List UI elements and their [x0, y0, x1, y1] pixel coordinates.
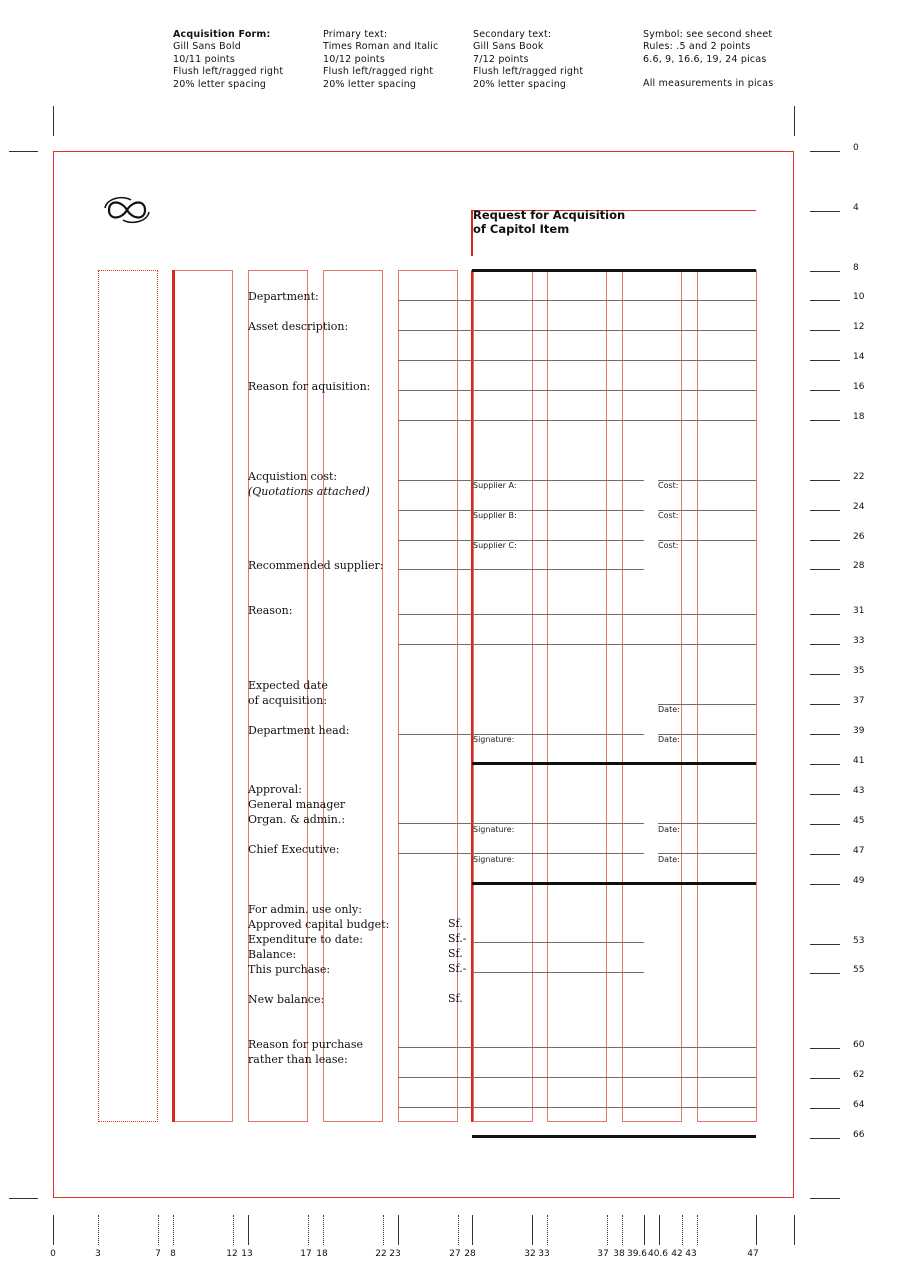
ruler-tick: [622, 1215, 623, 1245]
label-new-balance: New balance:: [248, 993, 325, 1006]
ruler-label: 37: [853, 696, 865, 706]
ruler-tick: [810, 390, 840, 391]
ruler-label: 39.6: [626, 1249, 648, 1259]
label-expenditure: Expenditure to date:: [248, 933, 363, 946]
label-expected-date: of acquisition:: [248, 694, 328, 707]
ruler-label: 62: [853, 1070, 865, 1080]
ruler-tick: [323, 1215, 324, 1245]
label-purchase-reason: Reason for purchase: [248, 1038, 363, 1051]
expenditure-field[interactable]: [472, 942, 644, 943]
ruler-label: 47: [853, 846, 865, 856]
ruler-tick: [158, 1215, 159, 1245]
ruler-tick: [810, 1138, 840, 1139]
organ-admin-signature-field[interactable]: [398, 823, 644, 824]
asset-description-field[interactable]: [398, 360, 756, 361]
ruler-label: 24: [853, 502, 865, 512]
currency-marker: Sf.: [448, 917, 463, 930]
grid-column: [547, 270, 607, 1122]
ruler-tick: [756, 1215, 757, 1245]
ruler-label: 10: [853, 292, 865, 302]
ruler-label: 33: [538, 1249, 550, 1259]
ruler-tick: [98, 1215, 99, 1245]
heavy-rule: [472, 269, 756, 272]
ruler-tick: [547, 1215, 548, 1245]
ruler-tick: [810, 420, 840, 421]
spec-block-primary-text: [323, 29, 473, 91]
ruler-tick: [810, 764, 840, 765]
supplier-b-field[interactable]: [398, 510, 644, 511]
label-quotations: (Quotations attached): [248, 485, 370, 498]
ruler-label: 43: [853, 786, 865, 796]
ruler-tick: [810, 151, 840, 152]
ruler-tick: [233, 1215, 234, 1245]
ruler-tick: [659, 1215, 660, 1245]
reason-field[interactable]: [398, 644, 756, 645]
ruler-label: 22: [375, 1249, 387, 1259]
label-date: Date:: [658, 855, 680, 864]
ruler-tick: [810, 944, 840, 945]
ruler-tick: [308, 1215, 309, 1245]
spec-heading: Secondary text:: [473, 29, 552, 40]
spec-line: Flush left/ragged right: [473, 66, 584, 78]
ruler-label: 38: [613, 1249, 625, 1259]
spec-block-secondary-text: [473, 29, 623, 91]
crop-mark: [810, 1198, 840, 1199]
ruler-tick: [810, 824, 840, 825]
spec-line: 7/12 points: [473, 53, 529, 65]
label-organ-admin: Organ. & admin.:: [248, 813, 346, 826]
spec-line: 20% letter spacing: [473, 78, 567, 90]
label-acquisition-cost: Acquistion cost:: [248, 470, 338, 483]
crop-mark: [53, 106, 54, 136]
label-general-manager: General manager: [248, 798, 346, 811]
ruler-label: 31: [853, 606, 865, 616]
spec-line: All measurements in picas: [643, 78, 774, 90]
ruler-label: 8: [170, 1249, 176, 1259]
form-title-line: of Capitol Item: [473, 221, 570, 236]
label-cost: Cost:: [658, 511, 679, 520]
spec-line: Flush left/ragged right: [173, 66, 284, 78]
label-reason: Reason:: [248, 604, 293, 617]
spec-line: 20% letter spacing: [323, 78, 417, 90]
ruler-tick: [810, 271, 840, 272]
ruler-tick: [810, 211, 840, 212]
ruler-label: 27: [449, 1249, 461, 1259]
ruler-tick: [458, 1215, 459, 1245]
purchase-reason-field[interactable]: [398, 1077, 756, 1078]
ruler-label: 4: [853, 203, 859, 213]
heavy-rule: [472, 882, 756, 885]
grid-column: [622, 270, 682, 1122]
ruler-tick: [810, 480, 840, 481]
label-recommended-supplier: Recommended supplier:: [248, 559, 384, 572]
label-cost: Cost:: [658, 541, 679, 550]
ruler-label: 8: [853, 263, 859, 273]
label-date: Date:: [658, 735, 680, 744]
ceo-date-field[interactable]: [658, 853, 756, 854]
purchase-reason-field[interactable]: [398, 1047, 756, 1048]
ruler-label: 3: [95, 1249, 101, 1259]
grid-column: [697, 270, 757, 1122]
ruler-label: 14: [853, 352, 865, 362]
label-date: Date:: [658, 825, 680, 834]
label-purchase-reason: rather than lease:: [248, 1053, 348, 1066]
crop-mark: [9, 151, 38, 152]
reason-field[interactable]: [398, 614, 756, 615]
spec-heading: Primary text:: [323, 29, 388, 40]
ruler-label: 13: [241, 1249, 253, 1259]
grid-column-margin: [98, 270, 158, 1122]
label-approved-budget: Approved capital budget:: [248, 918, 390, 931]
spec-block-acquisition-form: [173, 29, 323, 91]
label-admin-use: For admin. use only:: [248, 903, 362, 916]
spec-line: 6.6, 9, 16.6, 19, 24 picas: [643, 53, 767, 65]
ruler-tick: [810, 884, 840, 885]
ruler-label: 53: [853, 936, 865, 946]
ruler-tick: [644, 1215, 645, 1245]
ruler-tick: [398, 1215, 399, 1245]
organ-admin-date-field[interactable]: [658, 823, 756, 824]
ruler-tick: [810, 300, 840, 301]
ruler-tick: [810, 330, 840, 331]
reason-acquisition-field[interactable]: [398, 420, 756, 421]
ruler-tick: [173, 1215, 174, 1245]
ruler-tick: [810, 1078, 840, 1079]
asset-description-field[interactable]: [398, 330, 756, 331]
label-asset-description: Asset description:: [248, 320, 349, 333]
infinity-logo-icon: [101, 194, 153, 226]
spec-line: 10/12 points: [323, 53, 385, 65]
grid-column: [173, 270, 233, 1122]
center-rule: [471, 270, 473, 1122]
label-signature: Signature:: [473, 825, 515, 834]
ruler-tick: [810, 1108, 840, 1109]
ruler-tick: [383, 1215, 384, 1245]
ruler-tick: [810, 644, 840, 645]
ruler-label: 12: [226, 1249, 238, 1259]
reason-acquisition-field[interactable]: [398, 390, 756, 391]
ruler-label: 40.6: [647, 1249, 669, 1259]
label-department-head: Department head:: [248, 724, 350, 737]
label-chief-executive: Chief Executive:: [248, 843, 340, 856]
form-title: [473, 209, 625, 236]
ruler-tick: [682, 1215, 683, 1245]
label-supplier-c: Supplier C:: [473, 541, 517, 550]
form-title-line: Request for Acquisition: [473, 208, 626, 222]
currency-marker: Sf.: [448, 947, 463, 960]
ruler-label: 18: [316, 1249, 328, 1259]
spec-line: Times Roman and Italic: [323, 41, 439, 53]
ruler-label: 33: [853, 636, 865, 646]
ruler-tick: [472, 1215, 473, 1245]
ruler-tick: [810, 540, 840, 541]
ruler-tick: [607, 1215, 608, 1245]
ruler-label: 18: [853, 412, 865, 422]
label-signature: Signature:: [473, 855, 515, 864]
margin-rule: [172, 270, 175, 1122]
ruler-tick: [810, 704, 840, 705]
ruler-label: 64: [853, 1100, 865, 1110]
spec-line: Gill Sans Book: [473, 41, 544, 53]
department-head-signature-field[interactable]: [398, 734, 644, 735]
ruler-label: 39: [853, 726, 865, 736]
ruler-tick: [697, 1215, 698, 1245]
ruler-tick: [810, 794, 840, 795]
spec-block-symbol-rules: [643, 29, 793, 91]
currency-marker: Sf.-: [448, 932, 467, 945]
supplier-c-field[interactable]: [398, 540, 644, 541]
heavy-rule: [472, 762, 756, 765]
currency-marker: Sf.-: [448, 962, 467, 975]
ruler-label: 16: [853, 382, 865, 392]
grid-column: [473, 270, 533, 1122]
spec-line: Gill Sans Bold: [173, 41, 241, 53]
ruler-label: 43: [685, 1249, 697, 1259]
ruler-tick: [810, 854, 840, 855]
ruler-label: 23: [389, 1249, 401, 1259]
label-supplier-a: Supplier A:: [473, 481, 517, 490]
spec-line: Rules: .5 and 2 points: [643, 41, 751, 53]
label-this-purchase: This purchase:: [248, 963, 331, 976]
label-supplier-b: Supplier B:: [473, 511, 517, 520]
ruler-label: 66: [853, 1130, 865, 1140]
ruler-tick: [53, 1215, 54, 1245]
purchase-reason-field[interactable]: [398, 1107, 756, 1108]
ruler-tick: [810, 510, 840, 511]
spec-spacer: [643, 66, 793, 78]
ruler-tick: [810, 1048, 840, 1049]
spec-line: Flush left/ragged right: [323, 66, 434, 78]
spec-heading: Symbol: see second sheet: [643, 29, 773, 40]
ruler-tick: [794, 1215, 795, 1245]
ruler-label: 42: [671, 1249, 683, 1259]
ruler-label: 12: [853, 322, 865, 332]
ruler-label: 0: [50, 1249, 56, 1259]
ruler-label: 28: [464, 1249, 476, 1259]
ruler-label: 28: [853, 561, 865, 571]
recommended-supplier-field[interactable]: [398, 569, 644, 570]
ruler-label: 41: [853, 756, 865, 766]
label-date: Date:: [658, 705, 680, 714]
label-expected-date: Expected date: [248, 679, 328, 692]
label-reason-acquisition: Reason for aquisition:: [248, 380, 371, 393]
currency-marker: Sf.: [448, 992, 463, 1005]
ruler-label: 7: [155, 1249, 161, 1259]
this-purchase-field[interactable]: [472, 972, 644, 973]
ruler-tick: [248, 1215, 249, 1245]
ruler-tick: [532, 1215, 533, 1245]
ruler-label: 35: [853, 666, 865, 676]
ruler-label: 37: [597, 1249, 609, 1259]
ruler-label: 47: [747, 1249, 759, 1259]
ruler-tick: [810, 569, 840, 570]
ruler-tick: [810, 614, 840, 615]
ceo-signature-field[interactable]: [398, 853, 644, 854]
label-department: Department:: [248, 290, 319, 303]
ruler-label: 45: [853, 816, 865, 826]
ruler-label: 17: [300, 1249, 312, 1259]
spec-heading: Acquisition Form:: [173, 29, 271, 40]
spec-line: 20% letter spacing: [173, 78, 267, 90]
supplier-a-field[interactable]: [398, 480, 644, 481]
crop-mark: [794, 106, 795, 136]
ruler-label: 26: [853, 532, 865, 542]
ruler-label: 49: [853, 876, 865, 886]
ruler-label: 60: [853, 1040, 865, 1050]
label-approval: Approval:: [248, 783, 302, 796]
ruler-tick: [810, 734, 840, 735]
spec-line: 10/11 points: [173, 53, 235, 65]
ruler-label: 0: [853, 143, 859, 153]
label-signature: Signature:: [473, 735, 515, 744]
department-field[interactable]: [398, 300, 756, 301]
ruler-label: 32: [524, 1249, 536, 1259]
ruler-label: 55: [853, 965, 865, 975]
ruler-label: 22: [853, 472, 865, 482]
grid-column: [323, 270, 383, 1122]
crop-mark: [9, 1198, 38, 1199]
ruler-tick: [810, 973, 840, 974]
label-balance: Balance:: [248, 948, 297, 961]
ruler-tick: [810, 360, 840, 361]
ruler-tick: [810, 674, 840, 675]
heavy-rule: [472, 1135, 756, 1138]
label-cost: Cost:: [658, 481, 679, 490]
